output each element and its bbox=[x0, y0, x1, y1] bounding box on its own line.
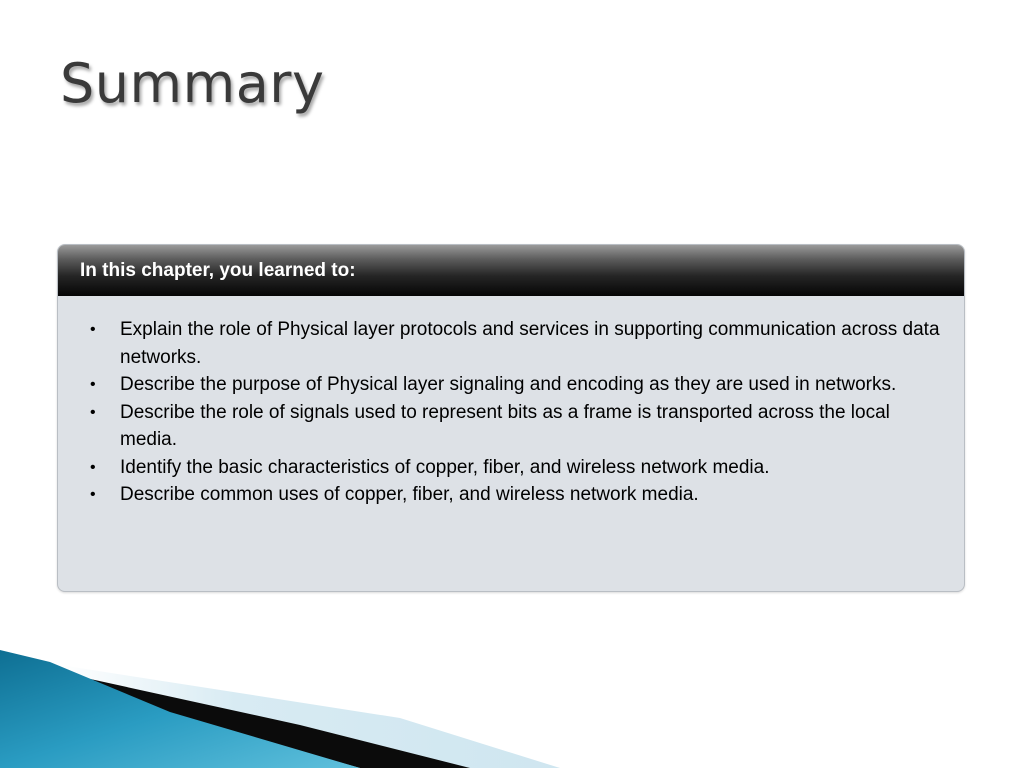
summary-bullet-list bbox=[58, 296, 964, 509]
summary-panel bbox=[57, 244, 965, 592]
bullet-icon: • bbox=[90, 321, 96, 338]
bullet-text: Describe common uses of copper, fiber, and wireless network media. bbox=[120, 484, 699, 505]
panel-header-text: In this chapter, you learned to: bbox=[80, 260, 356, 281]
bullet-text: Describe the purpose of Physical layer signaling and encoding as they are used in networks. bbox=[120, 374, 897, 395]
bullet-icon: • bbox=[90, 486, 96, 503]
panel-header bbox=[58, 245, 964, 296]
bullet-item bbox=[90, 316, 940, 371]
bullet-item bbox=[90, 454, 940, 482]
bullet-text: Describe the role of signals used to represent bits as a frame is transported across the local media. bbox=[120, 401, 890, 450]
bullet-text: Identify the basic characteristics of copper, fiber, and wireless network media. bbox=[120, 456, 770, 478]
bullet-icon: • bbox=[90, 458, 96, 476]
bullet-text: Explain the role of Physical layer protocols and services in supporting communication across data networks. bbox=[120, 319, 940, 368]
bullet-item bbox=[90, 371, 940, 399]
bullet-item bbox=[90, 481, 940, 509]
slide-title: Summary bbox=[60, 52, 325, 115]
bullet-icon: • bbox=[90, 403, 96, 421]
bullet-icon: • bbox=[90, 376, 96, 393]
decorative-swoosh-graphic bbox=[0, 630, 1024, 768]
bullet-item bbox=[90, 399, 940, 454]
